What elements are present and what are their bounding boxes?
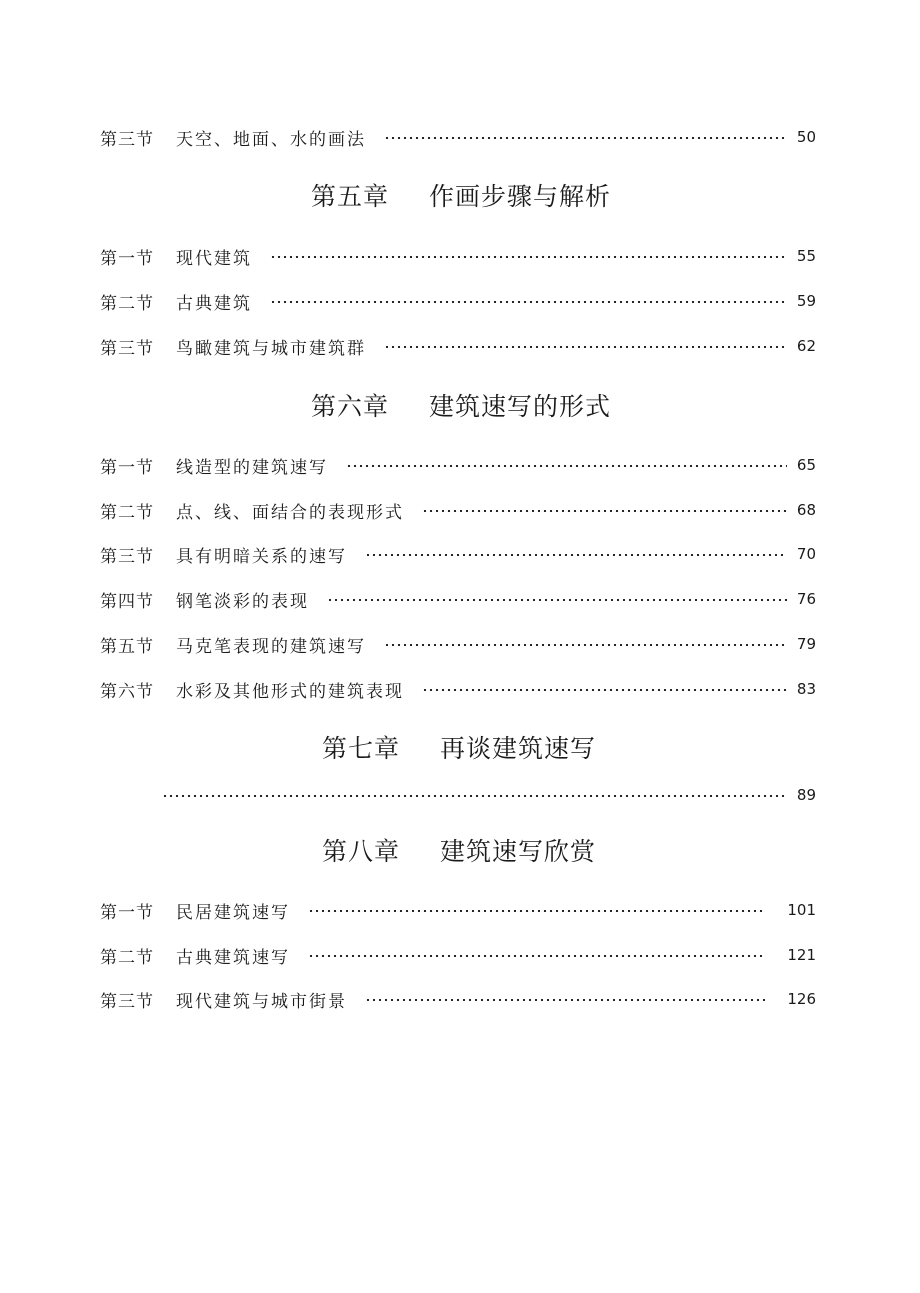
dot-leader bbox=[384, 644, 787, 646]
dot-leader bbox=[308, 910, 766, 912]
toc-entry[interactable] bbox=[100, 498, 816, 522]
toc-entry[interactable] bbox=[100, 289, 816, 313]
page-number: 55 bbox=[796, 247, 816, 265]
page-number: 83 bbox=[796, 680, 816, 698]
page-number: 62 bbox=[796, 337, 816, 355]
section-title: 古典建筑 bbox=[176, 293, 252, 314]
chapter-title: 再谈建筑速写 bbox=[440, 734, 597, 763]
dot-leader bbox=[270, 301, 787, 303]
section-title: 线造型的建筑速写 bbox=[176, 457, 328, 478]
dot-leader bbox=[422, 689, 787, 691]
chapter-title: 作画步骤与解析 bbox=[429, 182, 612, 211]
page-number: 79 bbox=[796, 635, 816, 653]
section-label: 第二节 bbox=[100, 947, 154, 968]
section-label: 第三节 bbox=[100, 991, 154, 1012]
dot-leader bbox=[365, 554, 787, 556]
section-title: 水彩及其他形式的建筑表现 bbox=[176, 681, 404, 702]
page-number: 121 bbox=[787, 946, 816, 964]
section-label: 第一节 bbox=[100, 248, 154, 269]
section-title: 现代建筑 bbox=[176, 248, 252, 269]
section-label: 第六节 bbox=[100, 681, 154, 702]
dot-leader bbox=[384, 346, 787, 348]
toc-entry[interactable] bbox=[100, 943, 816, 967]
chapter-heading[interactable] bbox=[0, 835, 920, 869]
chapter-number: 第七章 bbox=[322, 734, 401, 763]
dot-leader bbox=[346, 465, 787, 467]
page-number: 65 bbox=[796, 456, 816, 474]
dot-leader bbox=[384, 137, 787, 139]
page-number: 76 bbox=[796, 590, 816, 608]
section-title: 点、线、面结合的表现形式 bbox=[176, 502, 404, 523]
toc-entry[interactable] bbox=[100, 453, 816, 477]
page-number: 59 bbox=[796, 292, 816, 310]
toc-entry[interactable] bbox=[100, 542, 816, 566]
toc-entry[interactable] bbox=[100, 632, 816, 656]
section-title: 具有明暗关系的速写 bbox=[176, 546, 347, 567]
chapter-title: 建筑速写的形式 bbox=[429, 392, 612, 421]
section-title: 钢笔淡彩的表现 bbox=[176, 591, 309, 612]
page-number: 89 bbox=[796, 786, 816, 804]
section-label: 第二节 bbox=[100, 293, 154, 314]
section-title: 民居建筑速写 bbox=[176, 902, 290, 923]
section-label: 第一节 bbox=[100, 902, 154, 923]
section-title: 鸟瞰建筑与城市建筑群 bbox=[176, 338, 366, 359]
section-title: 马克笔表现的建筑速写 bbox=[176, 636, 366, 657]
toc-entry[interactable] bbox=[100, 244, 816, 268]
dot-leader bbox=[270, 256, 787, 258]
toc-entry[interactable] bbox=[162, 783, 816, 807]
section-label: 第四节 bbox=[100, 591, 154, 612]
section-title: 天空、地面、水的画法 bbox=[176, 129, 366, 150]
chapter-title: 建筑速写欣赏 bbox=[440, 837, 597, 866]
section-label: 第三节 bbox=[100, 129, 154, 150]
section-label: 第三节 bbox=[100, 338, 154, 359]
toc-entry[interactable] bbox=[100, 587, 816, 611]
page-number: 68 bbox=[796, 501, 816, 519]
chapter-number: 第六章 bbox=[311, 392, 390, 421]
toc-entry[interactable] bbox=[100, 677, 816, 701]
chapter-heading[interactable] bbox=[0, 390, 920, 424]
dot-leader bbox=[308, 955, 766, 957]
toc-entry[interactable] bbox=[100, 125, 816, 149]
section-title: 古典建筑速写 bbox=[176, 947, 290, 968]
chapter-heading[interactable] bbox=[0, 180, 920, 214]
toc-entry[interactable] bbox=[100, 987, 816, 1011]
chapter-number: 第八章 bbox=[322, 837, 401, 866]
chapter-heading[interactable] bbox=[0, 732, 920, 766]
section-label: 第一节 bbox=[100, 457, 154, 478]
toc-entry[interactable] bbox=[100, 898, 816, 922]
page-number: 126 bbox=[787, 990, 816, 1008]
dot-leader bbox=[365, 999, 766, 1001]
dot-leader bbox=[162, 795, 787, 797]
page-number: 101 bbox=[787, 901, 816, 919]
dot-leader bbox=[327, 599, 787, 601]
section-title: 现代建筑与城市街景 bbox=[176, 991, 347, 1012]
dot-leader bbox=[422, 510, 787, 512]
section-label: 第三节 bbox=[100, 546, 154, 567]
page-number: 50 bbox=[796, 128, 816, 146]
section-label: 第五节 bbox=[100, 636, 154, 657]
chapter-number: 第五章 bbox=[311, 182, 390, 211]
toc-entry[interactable] bbox=[100, 334, 816, 358]
section-label: 第二节 bbox=[100, 502, 154, 523]
page-number: 70 bbox=[796, 545, 816, 563]
